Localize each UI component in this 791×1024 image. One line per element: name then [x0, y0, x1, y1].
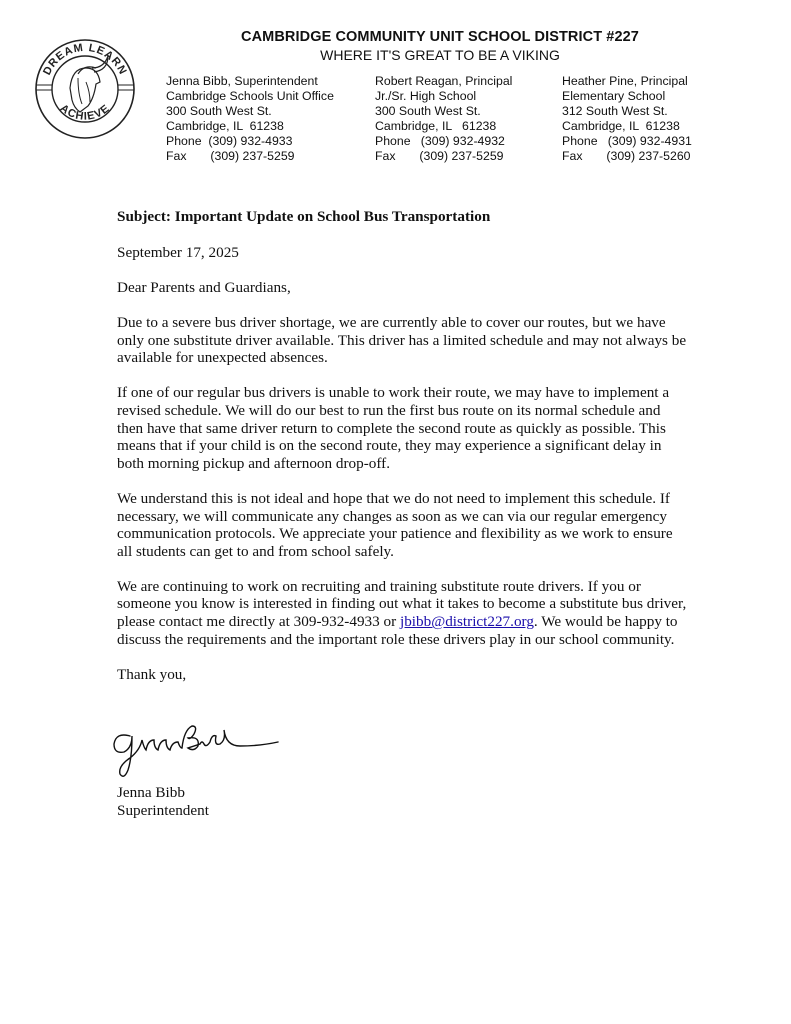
svg-text:ACHIEVE: ACHIEVE [57, 102, 113, 123]
contact-high-school [375, 74, 512, 164]
paragraph-contact [117, 578, 687, 648]
contact-city: Cambridge, IL 61238 [166, 119, 284, 133]
letter-body [117, 208, 687, 701]
contact-superintendent [166, 74, 334, 164]
letter-subject: Subject: Important Update on School Bus Transportation [117, 208, 491, 225]
contact-office: Jr./Sr. High School [375, 89, 477, 103]
district-name: CAMBRIDGE COMMUNITY UNIT SCHOOL DISTRICT #227 [241, 29, 639, 45]
paragraph-text: We are continuing to work on recruiting and training substitute route drivers. If you or someone you know is interested in finding out what it takes to become a substitute bus driver, please contact me directly at 309-932-4933 or [117, 577, 687, 631]
letter-date: September 17, 2025 [117, 243, 239, 261]
svg-text:DREAM LEARN: DREAM LEARN [41, 41, 129, 78]
contact-fax: Fax (309) 237-5260 [562, 149, 691, 163]
contact-phone: Phone (309) 932-4931 [562, 134, 692, 148]
contact-name: Heather Pine, Principal [562, 74, 688, 88]
letter-salutation: Dear Parents and Guardians, [117, 278, 291, 296]
paragraph-text: . We would be happy to discuss the requirements and the important role these drivers play in our school community. [117, 613, 678, 648]
letter-closing: Thank you, [117, 665, 187, 683]
contact-phone: Phone (309) 932-4933 [166, 134, 293, 148]
signer-name: Jenna Bibb [117, 784, 185, 801]
contact-name: Robert Reagan, Principal [375, 74, 513, 88]
email-link[interactable]: jbibb@district227.org [399, 613, 534, 631]
contact-fax: Fax (309) 237-5259 [375, 149, 504, 163]
contact-office: Cambridge Schools Unit Office [166, 89, 334, 103]
contact-office: Elementary School [562, 89, 666, 103]
district-logo-icon [34, 38, 136, 140]
contact-street: 312 South West St. [562, 104, 668, 118]
contact-phone: Phone (309) 932-4932 [375, 134, 505, 148]
contact-city: Cambridge, IL 61238 [375, 119, 497, 133]
contact-name: Jenna Bibb, Superintendent [166, 74, 318, 88]
paragraph: If one of our regular bus drivers is unable to work their route, we may have to implement a revised schedule. We will do our best to run the first bus route on its normal schedule and then have that same driver return to complete the second route as quickly as possible. This means that if your child is on the second route, they may experience a significant delay in both morning pickup and afternoon drop-off. [117, 384, 670, 472]
paragraph: We understand this is not ideal and hope that we do not need to implement this schedule. If necessary, we will communicate any changes as soon as we can via our regular emergency communication protocols. We appreciate your patience and flexibility as we work to ensure all students can get to and from school safely. [117, 489, 673, 560]
contact-street: 300 South West St. [375, 104, 481, 118]
district-tagline: WHERE IT'S GREAT TO BE A VIKING [320, 47, 560, 63]
paragraph: Due to a severe bus driver shortage, we are currently able to cover our routes, but we have only one substitute driver available. This driver has a limited schedule and may not always be available for unexpected absences. [117, 313, 687, 367]
contact-street: 300 South West St. [166, 104, 272, 118]
signer-title: Superintendent [117, 801, 209, 819]
contact-elementary [562, 74, 692, 164]
contact-fax: Fax (309) 237-5259 [166, 149, 295, 163]
contact-city: Cambridge, IL 61238 [562, 119, 680, 133]
signature-icon [110, 718, 290, 782]
signer-block [117, 784, 209, 819]
